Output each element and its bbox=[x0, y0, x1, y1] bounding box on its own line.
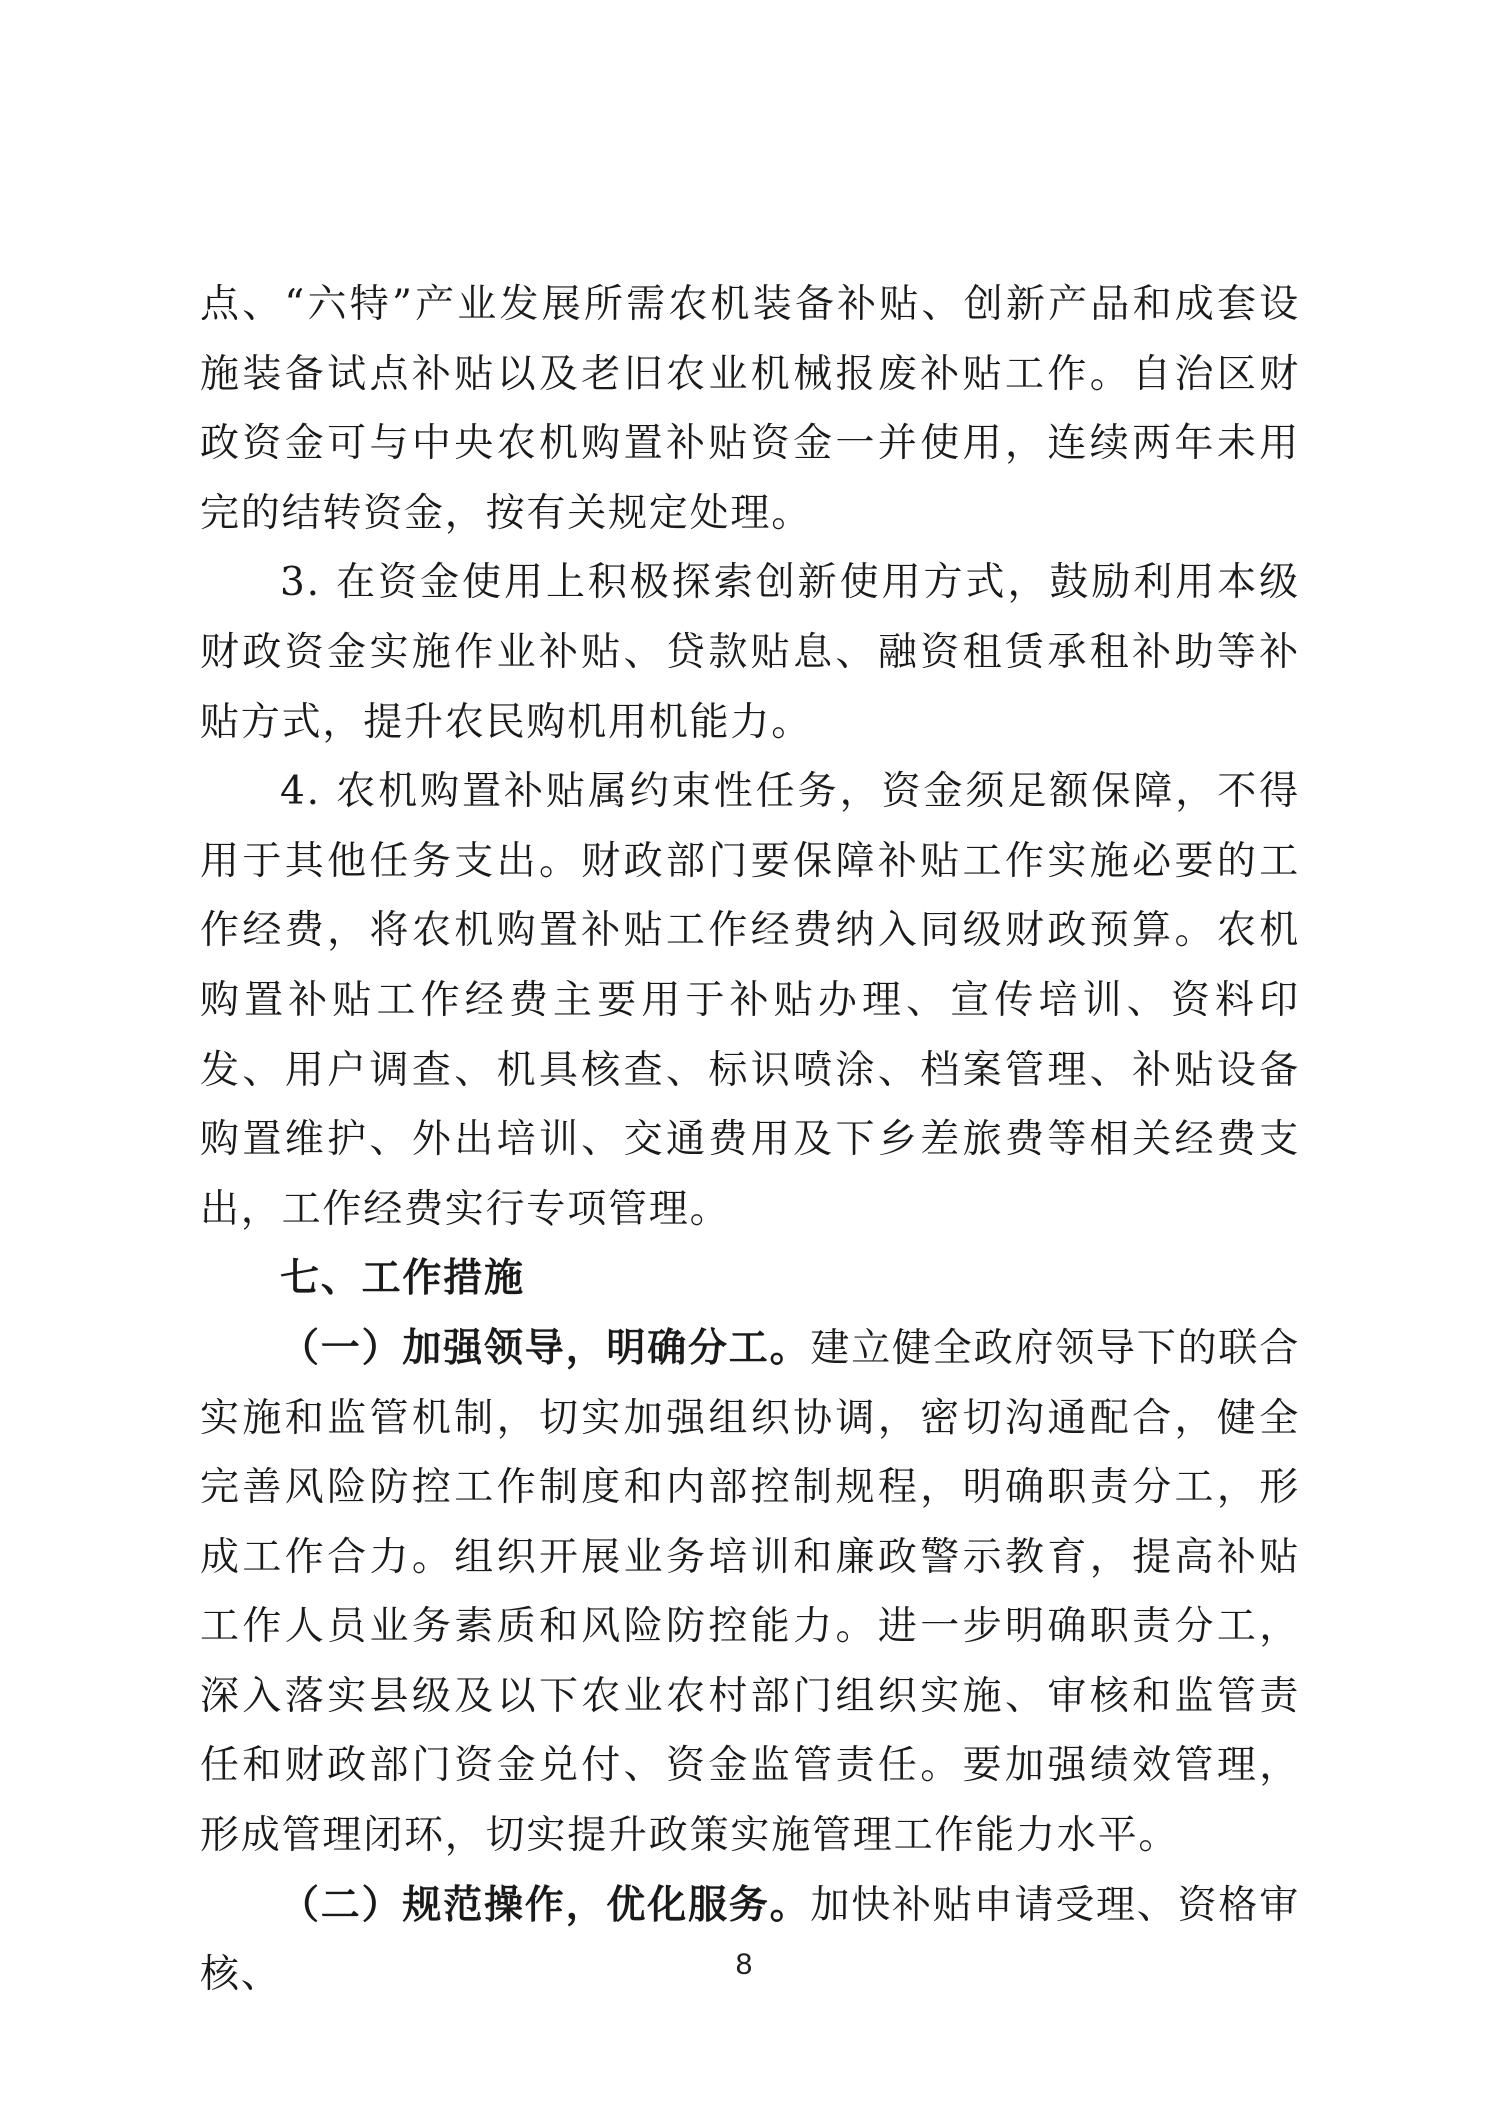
paragraph-item-3: 3. 在资金使用上积极探索创新使用方式，鼓励利用本级财政资金实施作业补贴、贷款贴息、融资租赁承租补助等补贴方式，提升农民购机用机能力。 bbox=[200, 560, 1300, 745]
document-body bbox=[200, 270, 1300, 2010]
page-number: 8 bbox=[735, 1948, 753, 1981]
measure-1-lead: （一）加强领导，明确分工。 bbox=[280, 1325, 811, 1371]
paragraph-measure-1 bbox=[200, 1314, 1300, 1871]
measure-2-lead: （二）规范操作，优化服务。 bbox=[280, 1882, 811, 1928]
paragraph-item-4: 4. 农机购置补贴属约束性任务，资金须足额保障，不得用于其他任务支出。财政部门要保障补贴工作实施必要的工作经费，将农机购置补贴工作经费纳入同级财政预算。农机购置补贴工作经费主要用于补贴办理、宣传培训、资料印发、用户调查、机具核查、标识喷涂、档案管理、补贴设备购置维护、外出培训、交通费用及下乡差旅费等相关经费支出，工作经费实行专项管理。 bbox=[200, 769, 1300, 1232]
section-heading-work-measures: 七、工作措施 bbox=[280, 1256, 525, 1302]
measure-2-body: 加快补贴申请受理、资格审核、 bbox=[200, 1882, 1301, 1998]
paragraph-subsidy-scope: 点、“六特”产业发展所需农机装备补贴、创新产品和成套设施装备试点补贴以及老旧农业机械报废补贴工作。自治区财政资金可与中央农机购置补贴资金一并使用，连续两年未用完的结转资金，按有关规定处理。 bbox=[200, 282, 1300, 536]
measure-1-body: 建立健全政府领导下的联合实施和监管机制，切实加强组织协调，密切沟通配合，健全完善风险防控工作制度和内部控制规程，明确职责分工，形成工作合力。组织开展业务培训和廉政警示教育，提高补贴工作人员业务素质和风险防控能力。进一步明确职责分工，深入落实县级及以下农业农村部门组织实施、审核和监管责任和财政部门资金兑付、资金监管责任。要加强绩效管理，形成管理闭环，切实提升政策实施管理工作能力水平。 bbox=[200, 1325, 1301, 1859]
paragraph-measure-2 bbox=[200, 1871, 1300, 2010]
